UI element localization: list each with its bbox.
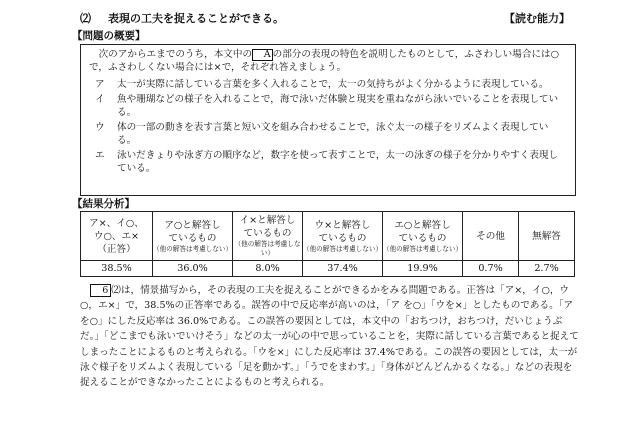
header-line: ア○と解答し	[164, 219, 221, 231]
results-header-cell	[153, 212, 233, 261]
header-note: （他の解答は考慮しない）	[153, 244, 233, 253]
choice-item	[89, 149, 567, 175]
results-header-row	[81, 212, 575, 261]
boxed-number: 6	[90, 284, 112, 297]
header-note: （他の解答は考慮しない）	[303, 244, 383, 253]
results-header-cell	[519, 212, 575, 261]
choice-mark: ウ	[95, 122, 105, 133]
results-table	[80, 211, 575, 277]
header-line: ウ×と解答し	[314, 219, 371, 231]
header-line: その他	[476, 230, 505, 242]
choice-item	[89, 93, 567, 119]
header-note: （他の解答は考慮しない）	[234, 240, 301, 257]
choice-text: 太一が実際に話している言葉を多く入れることで，太一の気持ちがよく分かるように表現している。	[117, 79, 549, 90]
results-header-cell	[383, 212, 463, 261]
ability-tag: 【読む能力】	[504, 12, 570, 25]
results-header-cell	[303, 212, 383, 261]
header-line: ア×、イ○、	[89, 217, 144, 229]
choice-text: 魚や珊瑚などの様子を入れることで，海で泳いだ体験と現実を重ねながら泳いでいることを表現している。	[117, 94, 559, 118]
analysis-paragraph	[80, 283, 580, 391]
choice-list	[89, 78, 567, 175]
analysis-body: ⑵は，情景描写から，その表現の工夫を捉えることができるかをみる問題である。正答は「ア×，イ○，ウ○，エ×」で，38.5%の正答率である。誤答の中で反応率が高いのは，「ア を○」「ウを×」としたものである。「アを○」にした反応率は 36.0%である。この誤答の要因としては，本文中の「おちつけ，おちつけ，だいじょうぶだ。」「どこまでも泳いでいけそう」などの太一が心の中で思っていることを，実際に話している言葉であると捉えてしまったことによるものと考えられる。「ウを×」にした反応率は 37.4%である。この誤答の要因としては，太一が泳ぐ様子をリズムよく表現している「足を動かす。」「うでをまわす。」「身体がどんどんかるくなる。」などの表現を捉えることができなかったことによるものと考えられる。	[80, 285, 579, 389]
header-line: ているもの	[243, 228, 292, 239]
question-header	[80, 12, 570, 26]
intro-text-after: の部分の表現の特色を説明したものとして，ふさわしい場合には○で，ふさわしくない場合には×で，それぞれ答えましょう。	[89, 49, 560, 73]
choice-mark: エ	[95, 150, 105, 161]
results-value-cell: 2.7%	[519, 261, 575, 277]
boxed-letter: A	[252, 49, 273, 61]
results-heading: 【結果分析】	[72, 198, 135, 210]
results-value-cell: 0.7%	[463, 261, 519, 277]
header-line: ているもの	[168, 232, 217, 244]
header-note: （他の解答は考慮しない）	[383, 244, 463, 253]
choice-item	[89, 121, 567, 147]
analysis-text	[80, 283, 580, 391]
choice-mark: ア	[95, 79, 105, 90]
results-value-cell: 8.0%	[233, 261, 303, 277]
results-value-cell: 38.5%	[81, 261, 153, 277]
results-value-cell: 36.0%	[153, 261, 233, 277]
results-header-cell	[81, 212, 153, 261]
header-line: 無解答	[532, 230, 561, 242]
question-number: ⑵	[80, 12, 91, 25]
overview-intro	[89, 48, 567, 74]
header-line: ウ○、エ×	[93, 230, 140, 242]
overview-heading: 【問題の概要】	[72, 30, 146, 42]
overview-box	[80, 44, 576, 196]
header-line: ているもの	[318, 232, 367, 244]
results-header-cell	[463, 212, 519, 261]
choice-mark: イ	[95, 94, 105, 105]
results-header-cell	[233, 212, 303, 261]
choice-text: 体の一部の動きを表す言葉と短い文を組み合わせることで，泳ぐ太一の様子をリズムよく表現している。	[117, 122, 549, 146]
results-value-cell: 19.9%	[383, 261, 463, 277]
question-title: 表現の工夫を捉えることができる。	[108, 12, 284, 25]
choice-text: 泳いだきょりや泳ぎ方の順序など，数字を使って表すことで，太一の泳ぎの様子を分かりやすく表現している。	[117, 150, 559, 174]
header-line: エ○と解答し	[394, 219, 451, 231]
results-value-cell: 37.4%	[303, 261, 383, 277]
intro-text-before: 次のアからエまでのうち，本文中の	[98, 49, 253, 60]
header-line: （正答）	[97, 243, 136, 255]
header-line: イ×と解答し	[239, 215, 296, 226]
choice-item	[89, 78, 567, 91]
results-value-row	[81, 261, 575, 277]
header-line: ているもの	[398, 232, 447, 244]
